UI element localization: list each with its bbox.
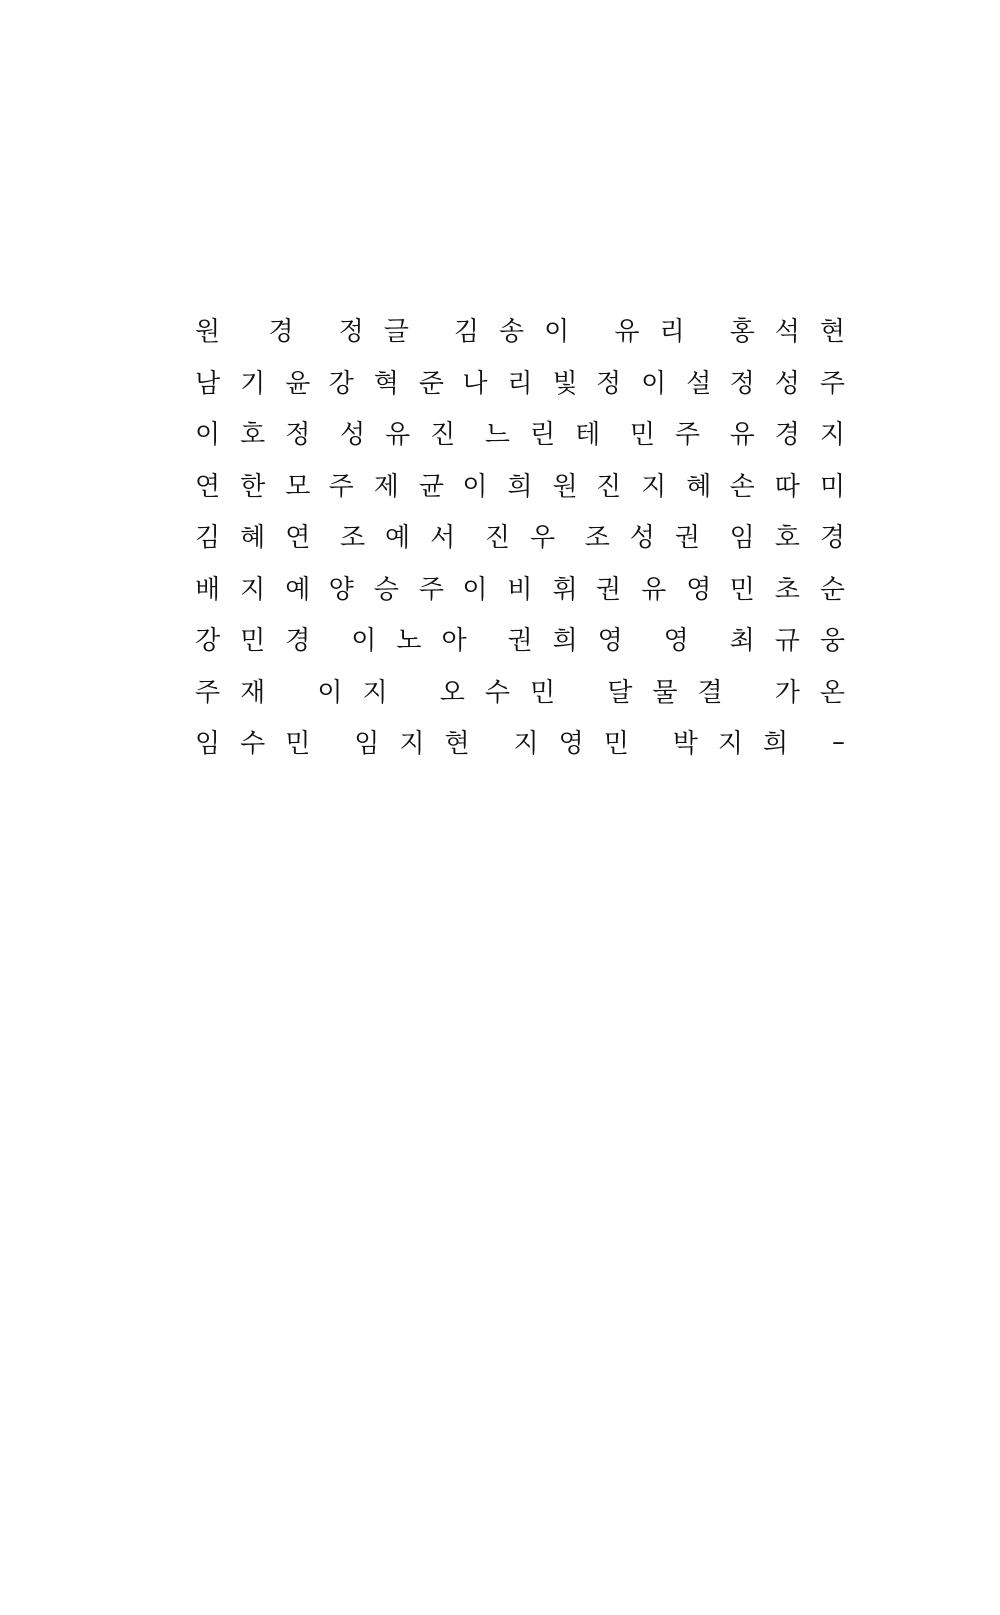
name-entry: 정글	[338, 317, 429, 348]
name-entry: 권희영	[507, 626, 643, 657]
name-entry: 이희원	[462, 471, 598, 502]
name-entry: 진우	[484, 523, 576, 554]
name-entry: 이지	[317, 677, 408, 708]
name-entry: 강혁준	[328, 368, 465, 399]
name-entry: 강민경	[195, 626, 331, 657]
name-line-8	[195, 665, 865, 717]
name-entry: 김혜연	[195, 523, 331, 554]
name-entry: 김송이	[453, 317, 590, 348]
name-entry: 달물결	[607, 677, 743, 708]
name-entry: 손따미	[729, 471, 865, 502]
name-entry: 민초순	[729, 574, 865, 605]
name-entry: 나리빛	[462, 368, 598, 399]
name-entry: 최규웅	[729, 626, 865, 657]
name-entry: 지영민	[513, 729, 649, 760]
name-entry: 이비휘	[462, 574, 598, 605]
name-line-7	[195, 613, 865, 665]
name-entry: 유경지	[729, 420, 865, 451]
name-entry: 홍석현	[729, 317, 865, 348]
name-entry: 임호경	[729, 523, 865, 554]
name-entry: 박지희	[672, 729, 809, 760]
name-entry: 정성주	[729, 368, 865, 399]
names-list	[195, 304, 865, 768]
name-entry: 민주	[629, 420, 721, 451]
name-entry: 진지혜	[595, 471, 732, 502]
name-entry: 이호정	[195, 420, 331, 451]
name-entry: 연한모	[195, 471, 331, 502]
name-entry: 배지예	[195, 574, 331, 605]
name-entry: 원 경	[195, 317, 314, 348]
name-entry: 이노아	[351, 626, 487, 657]
name-entry: 임지현	[354, 729, 490, 760]
name-line-5	[195, 510, 865, 562]
name-entry: –	[832, 726, 845, 757]
name-line-6	[195, 562, 865, 614]
name-entry: 조성권	[584, 523, 721, 554]
name-entry: 남기윤	[195, 368, 331, 399]
name-line-2	[195, 356, 865, 408]
name-line-1	[195, 304, 865, 356]
name-entry: 조예서	[339, 523, 476, 554]
name-entry: 정이설	[595, 368, 732, 399]
name-entry: 유리	[614, 317, 705, 348]
name-entry: 주제균	[328, 471, 465, 502]
name-line-3	[195, 407, 865, 459]
name-entry: 느린테	[484, 420, 621, 451]
name-entry: 주재	[195, 677, 286, 708]
name-entry: 임수민	[195, 729, 331, 760]
name-entry: 성유진	[339, 420, 476, 451]
name-entry: 가온	[774, 677, 865, 708]
name-entry: 영	[663, 626, 689, 657]
name-entry: 양승주	[328, 574, 465, 605]
name-line-9	[195, 716, 845, 768]
name-entry: 오수민	[439, 677, 576, 708]
name-entry: 권유영	[595, 574, 732, 605]
name-line-4	[195, 459, 865, 511]
